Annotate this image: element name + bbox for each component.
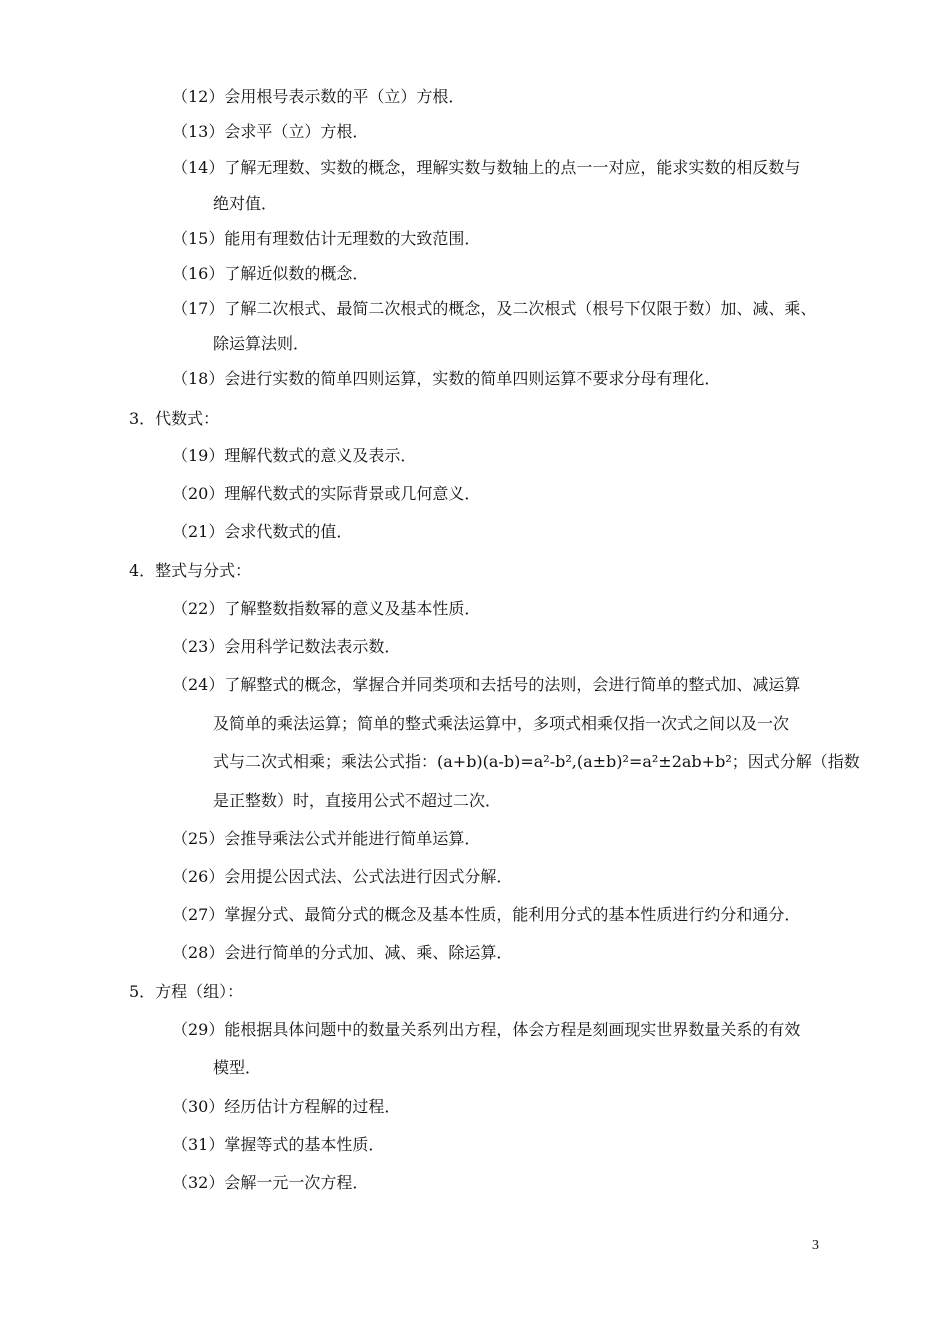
text-line: （18）会进行实数的简单四则运算，实数的简单四则运算不要求分母有理化． <box>172 369 721 388</box>
section-heading: 3．代数式： <box>129 409 220 428</box>
text-line: （19）理解代数式的意义及表示． <box>172 446 417 465</box>
text-line: （24）了解整式的概念，掌握合并同类项和去括号的法则，会进行简单的整式加、减运算 <box>172 675 801 694</box>
text-line: 模型． <box>213 1058 262 1077</box>
section-heading: 5．方程（组）： <box>129 982 244 1001</box>
text-line: 是正整数）时，直接用公式不超过二次． <box>213 791 502 810</box>
text-line: （29）能根据具体问题中的数量关系列出方程，体会方程是刻画现实世界数量关系的有效 <box>172 1020 801 1039</box>
text-line: （32）会解一元一次方程． <box>172 1173 369 1192</box>
text-line: （21）会求代数式的值． <box>172 522 353 541</box>
text-line: （17）了解二次根式、最简二次根式的概念，及二次根式（根号下仅限于数）加、减、乘、 <box>172 299 817 318</box>
text-line: （12）会用根号表示数的平（立）方根． <box>172 87 465 106</box>
text-line: （23）会用科学记数法表示数． <box>172 637 401 656</box>
text-line: （13）会求平（立）方根． <box>172 122 369 141</box>
text-line: （20）理解代数式的实际背景或几何意义． <box>172 484 481 503</box>
text-line: （25）会推导乘法公式并能进行简单运算． <box>172 829 481 848</box>
text-line: （26）会用提公因式法、公式法进行因式分解． <box>172 867 513 886</box>
text-line: （27）掌握分式、最简分式的概念及基本性质，能利用分式的基本性质进行约分和通分． <box>172 905 801 924</box>
text-line: （14）了解无理数、实数的概念，理解实数与数轴上的点一一对应，能求实数的相反数与 <box>172 158 801 177</box>
text-line: 绝对值． <box>213 194 278 213</box>
text-line: 式与二次式相乘；乘法公式指：(a+b)(a-b)=a²-b²,(a±b)²=a²±2ab+b²；因式分解（指数 <box>213 752 860 771</box>
text-line: （28）会进行简单的分式加、减、乘、除运算． <box>172 943 513 962</box>
text-line: （16）了解近似数的概念． <box>172 264 369 283</box>
text-line: （30）经历估计方程解的过程． <box>172 1097 401 1116</box>
text-line: （22）了解整数指数幂的意义及基本性质． <box>172 599 481 618</box>
text-line: 及简单的乘法运算；简单的整式乘法运算中，多项式相乘仅指一次式之间以及一次 <box>213 714 790 733</box>
section-heading: 4．整式与分式： <box>129 561 252 580</box>
page-number: 3 <box>812 1238 819 1253</box>
text-line: 除运算法则． <box>213 334 310 353</box>
text-line: （31）掌握等式的基本性质． <box>172 1135 385 1154</box>
text-line: （15）能用有理数估计无理数的大致范围． <box>172 229 481 248</box>
